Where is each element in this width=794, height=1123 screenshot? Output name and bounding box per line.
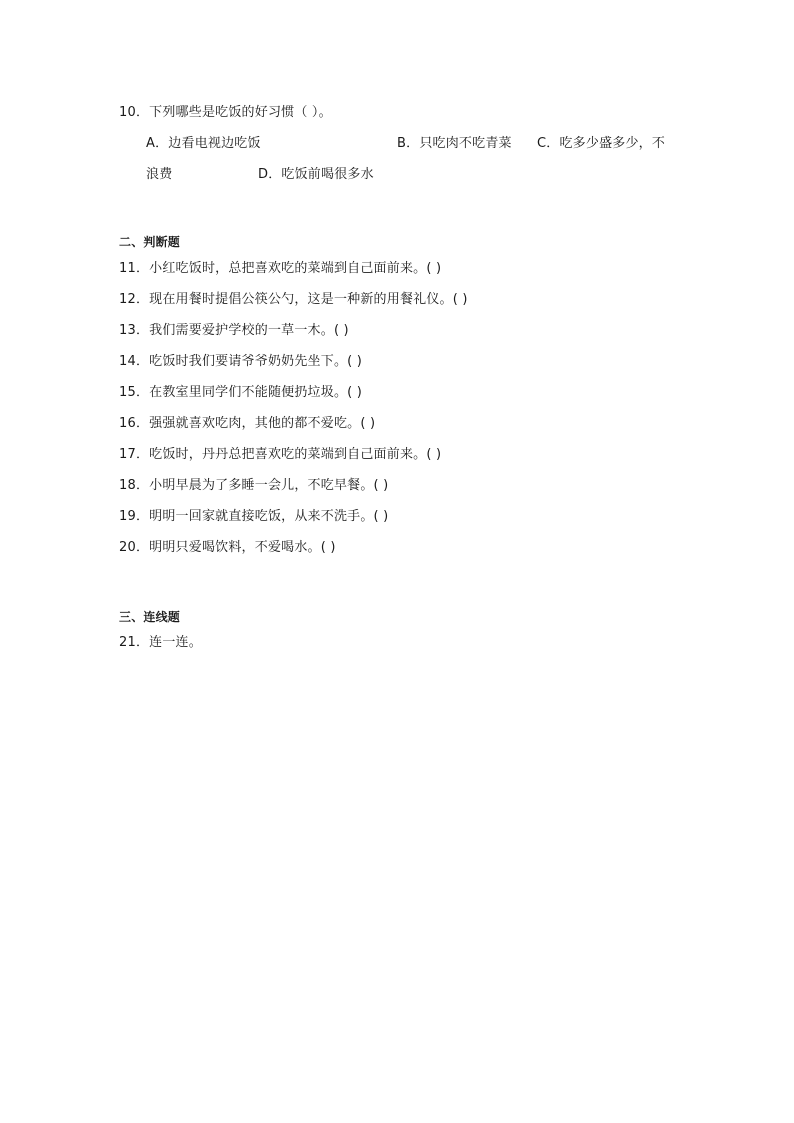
question-15: 15．在教室里同学们不能随便扔垃圾。( ) — [119, 385, 363, 400]
question-20: 20．明明只爱喝饮料，不爱喝水。( ) — [119, 540, 336, 555]
question-12: 12．现在用餐时提倡公筷公勺，这是一种新的用餐礼仪。( ) — [119, 292, 468, 307]
section-2-heading: 二、判断题 — [119, 235, 181, 249]
question-18: 18．小明早晨为了多睡一会儿，不吃早餐。( ) — [119, 478, 389, 493]
question-21: 21．连一连。 — [119, 635, 202, 650]
question-14: 14．吃饭时我们要请爷爷奶奶先坐下。( ) — [119, 354, 363, 369]
question-10-option-b: B．只吃肉不吃青菜 — [397, 136, 512, 151]
question-10-option-c-continued: 浪费 — [146, 167, 173, 182]
question-13: 13．我们需要爱护学校的一草一木。( ) — [119, 323, 349, 338]
question-11: 11．小红吃饭时，总把喜欢吃的菜端到自己面前来。( ) — [119, 261, 442, 276]
question-10-option-a: A．边看电视边吃饭 — [146, 136, 261, 151]
question-17: 17．吃饭时，丹丹总把喜欢吃的菜端到自己面前来。( ) — [119, 447, 442, 462]
question-10-option-c: C．吃多少盛多少，不 — [537, 136, 666, 151]
question-10-option-d: D．吃饭前喝很多水 — [258, 167, 374, 182]
question-16: 16．强强就喜欢吃肉，其他的都不爱吃。( ) — [119, 416, 376, 431]
question-19: 19．明明一回家就直接吃饭，从来不洗手。( ) — [119, 509, 389, 524]
question-10-stem: 10．下列哪些是吃饭的好习惯（ ）。 — [119, 105, 332, 120]
section-3-heading: 三、连线题 — [119, 610, 181, 624]
